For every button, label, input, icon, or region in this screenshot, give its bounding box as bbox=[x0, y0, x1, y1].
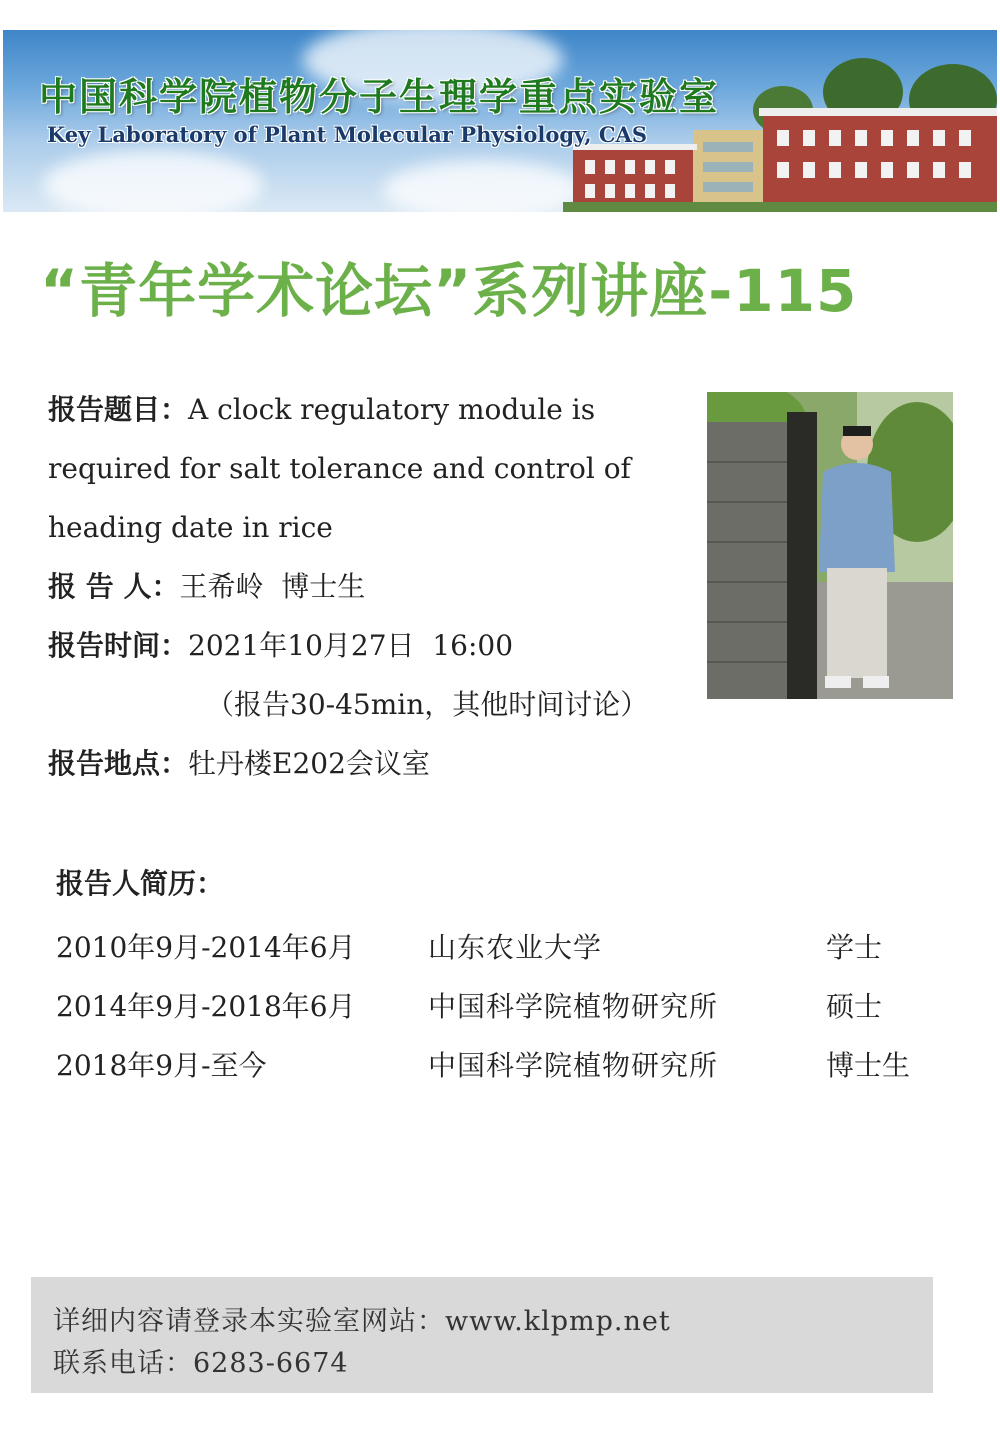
report-title-line-2: required for salt tolerance and control of bbox=[48, 452, 631, 485]
bio-period: 2010年9月-2014年6月 bbox=[56, 931, 356, 964]
time-value: 2021年10月27日 16:00 bbox=[188, 629, 514, 662]
bio-heading: 报告人简历： bbox=[56, 867, 225, 900]
report-info bbox=[48, 380, 688, 793]
speaker-label: 报 告 人： bbox=[48, 570, 180, 603]
bio-degree: 硕士 bbox=[826, 990, 883, 1023]
report-title-line-3: heading date in rice bbox=[48, 511, 333, 544]
header-banner bbox=[3, 30, 997, 212]
time-row bbox=[48, 616, 688, 675]
report-title-row bbox=[48, 380, 688, 439]
speaker-photo-illustration bbox=[707, 392, 953, 699]
bio-row bbox=[56, 977, 956, 1036]
time-note: （报告30-45min，其他时间讨论） bbox=[206, 688, 649, 721]
speaker-value: 王希岭 博士生 bbox=[179, 570, 366, 603]
bio-period: 2014年9月-2018年6月 bbox=[56, 990, 356, 1023]
bio-row bbox=[56, 1036, 956, 1095]
website-line: 详细内容请登录本实验室网站：www.klpmp.net bbox=[53, 1306, 671, 1337]
laboratory-building-illustration bbox=[563, 30, 997, 212]
bio-institution: 中国科学院植物研究所 bbox=[428, 1049, 719, 1082]
speaker-photo bbox=[707, 392, 953, 699]
bio-period: 2018年9月-至今 bbox=[56, 1049, 267, 1082]
bio-institution: 山东农业大学 bbox=[428, 931, 603, 964]
report-title-line-1: A clock regulatory module is bbox=[188, 393, 596, 426]
bio-degree: 学士 bbox=[826, 931, 883, 964]
time-label: 报告时间： bbox=[48, 629, 189, 662]
location-row bbox=[48, 734, 688, 793]
speaker-row bbox=[48, 557, 688, 616]
lab-name-chinese: 中国科学院植物分子生理学重点实验室 bbox=[39, 75, 720, 119]
series-title: “青年学术论坛”系列讲座-115 bbox=[40, 257, 858, 325]
bio-degree: 博士生 bbox=[826, 1049, 911, 1082]
bio-institution: 中国科学院植物研究所 bbox=[428, 990, 719, 1023]
bio-table bbox=[56, 918, 956, 1095]
bio-row bbox=[56, 918, 956, 977]
report-title-label: 报告题目： bbox=[48, 393, 189, 426]
location-value: 牡丹楼E202会议室 bbox=[188, 747, 430, 780]
contact-footer bbox=[31, 1277, 933, 1393]
phone-line: 联系电话：6283-6674 bbox=[53, 1348, 349, 1379]
lab-name-english: Key Laboratory of Plant Molecular Physiology, CAS bbox=[47, 122, 648, 147]
location-label: 报告地点： bbox=[48, 747, 189, 780]
